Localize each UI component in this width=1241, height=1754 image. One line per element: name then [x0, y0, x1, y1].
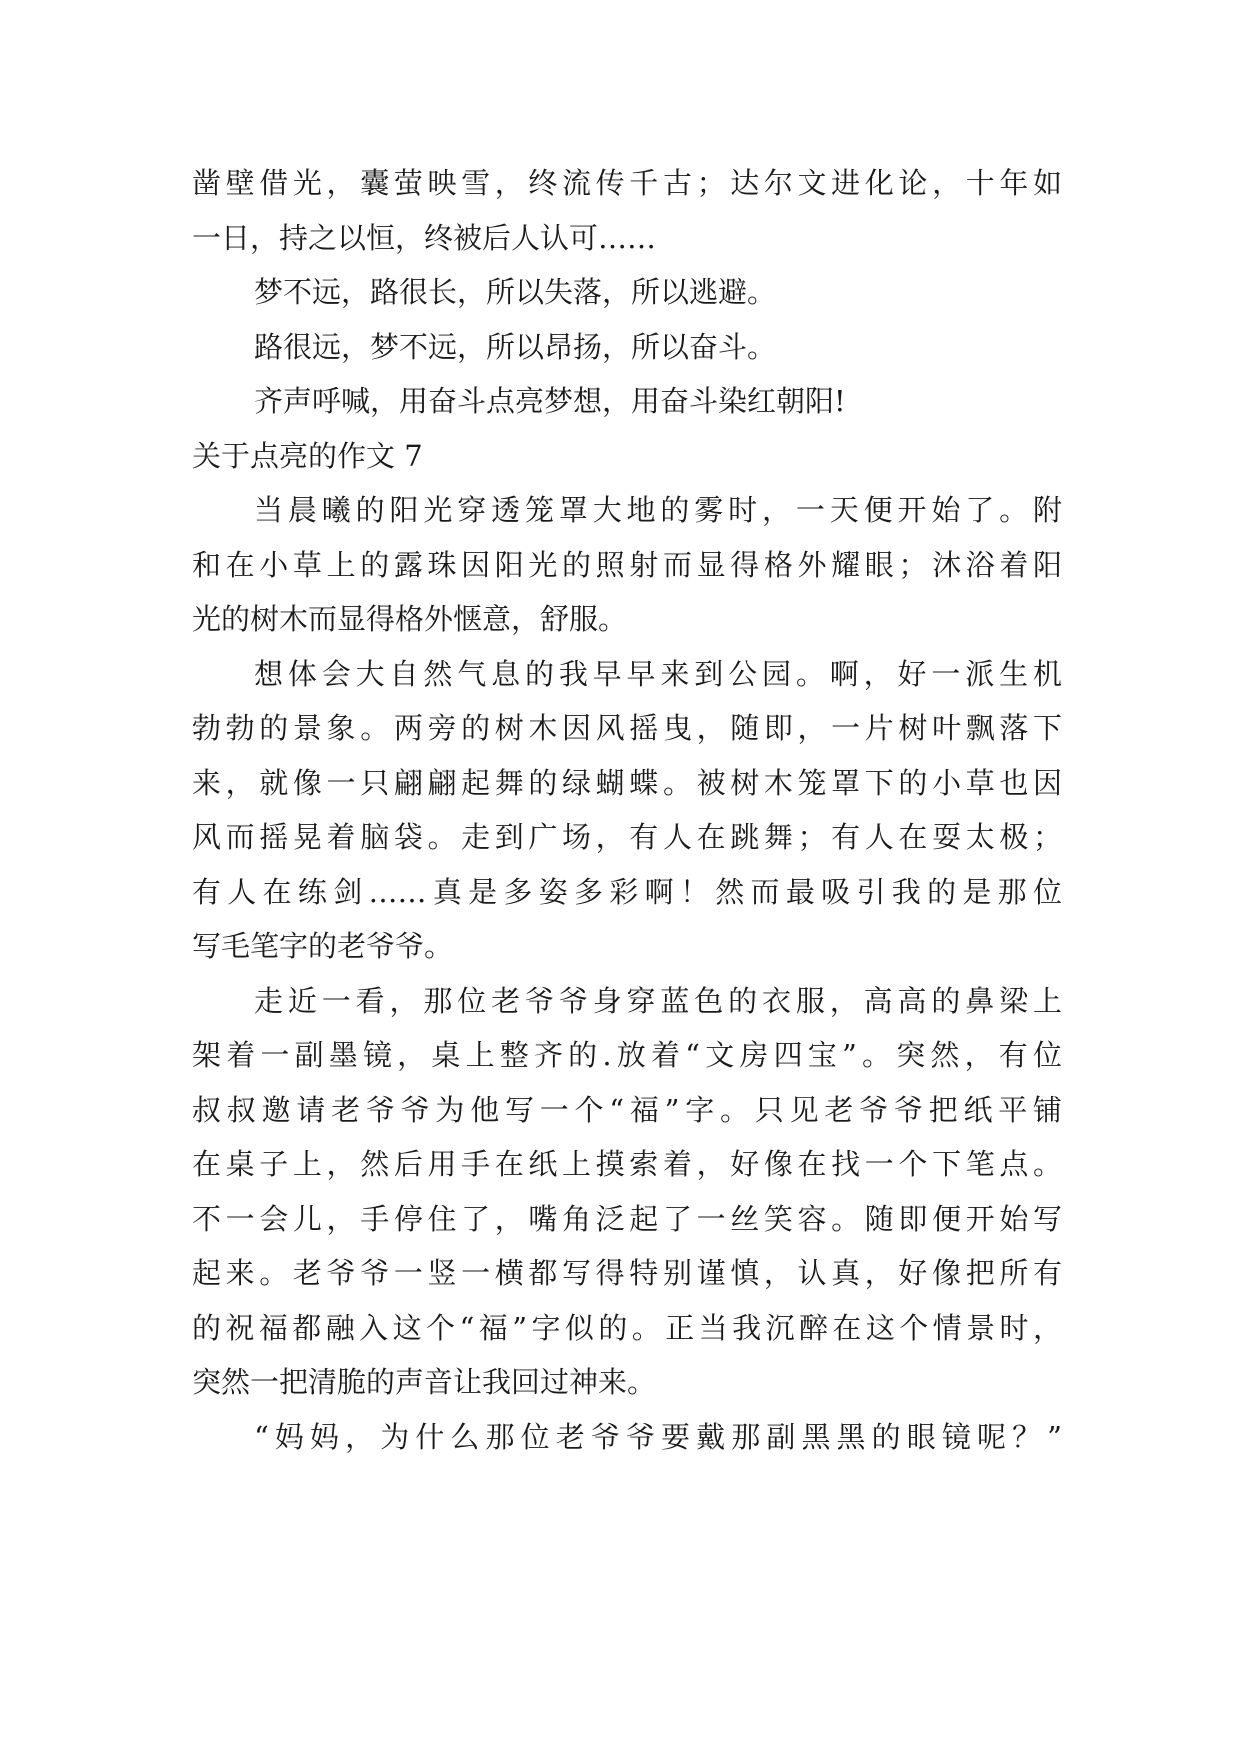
text-line: 和在小草上的露珠因阳光的照射而显得格外耀眼；沐浴着阳	[192, 547, 1062, 582]
paragraph-line: 想体会大自然气息的我早早来到公园。啊，好一派生机	[254, 656, 1062, 691]
paragraph-line: “妈妈，为什么那位老爷爷要戴那副黑黑的眼镜呢？”	[254, 1419, 1062, 1454]
paragraph-line: 梦不远，路很长，所以失落，所以逃避。	[254, 275, 777, 309]
section-heading: 关于点亮的作文 7	[192, 438, 423, 473]
text-line: 起来。老爷爷一竖一横都写得特别谨慎，认真，好像把所有	[192, 1256, 1062, 1290]
text-line: 勃勃的景象。两旁的树木因风摇曳，随即，一片树叶飘落下	[192, 711, 1062, 745]
text-line: 不一会儿，手停住了，嘴角泛起了一丝笑容。随即便开始写	[192, 1201, 1062, 1236]
text-line: 有人在练剑……真是多姿多彩啊！然而最吸引我的是那位	[192, 874, 1062, 909]
text-line: 光的树木而显得格外惬意，舒服。	[192, 602, 628, 636]
document-page	[192, 156, 1062, 1464]
text-line: 一日，持之以恒，终被后人认可……	[192, 220, 657, 255]
paragraph-line: 走近一看，那位老爷爷身穿蓝色的衣服，高高的鼻梁上	[254, 983, 1062, 1018]
paragraph-line: 路很远，梦不远，所以昂扬，所以奋斗。	[254, 329, 777, 364]
paragraph-line: 当晨曦的阳光穿透笼罩大地的雾时，一天便开始了。附	[254, 493, 1062, 527]
text-line: 风而摇晃着脑袋。走到广场，有人在跳舞；有人在耍太极；	[192, 820, 1062, 854]
text-line: 凿壁借光，囊萤映雪，终流传千古；达尔文进化论，十年如	[192, 166, 1062, 200]
paragraph-line: 齐声呼喊，用奋斗点亮梦想，用奋斗染红朝阳!	[254, 384, 846, 418]
text-line: 在桌子上，然后用手在纸上摸索着，好像在找一个下笔点。	[192, 1147, 1062, 1181]
text-line: 架着一副墨镜，桌上整齐的.放着“文房四宝”。突然，有位	[192, 1038, 1062, 1072]
text-line: 叔叔邀请老爷爷为他写一个“福”字。只见老爷爷把纸平铺	[192, 1092, 1062, 1127]
text-line: 突然一把清脆的声音让我回过神来。	[192, 1365, 657, 1399]
text-line: 写毛笔字的老爷爷。	[192, 929, 454, 963]
text-line: 来，就像一只翩翩起舞的绿蝴蝶。被树木笼罩下的小草也因	[192, 765, 1062, 800]
text-line: 的祝福都融入这个“福”字似的。正当我沉醉在这个情景时，	[192, 1310, 1062, 1345]
